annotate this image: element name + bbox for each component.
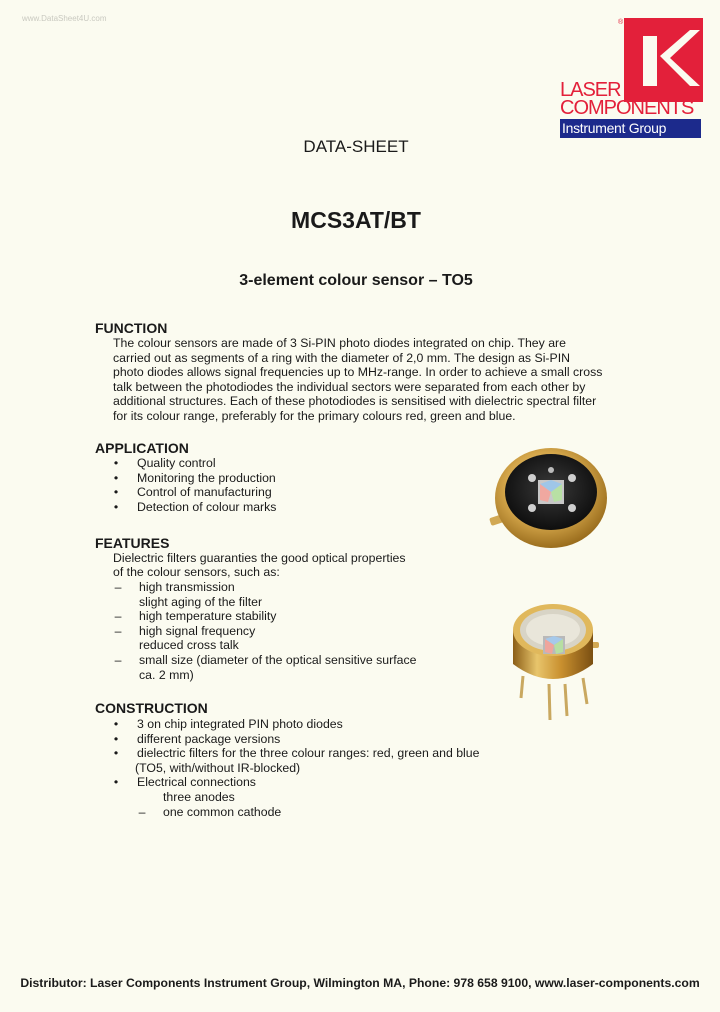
construction-sub-list (137, 790, 281, 819)
footer-distributor: Distributor: Laser Components Instrument Group, Wilmington MA, Phone: 978 658 9100, www.laser-components.com (20, 976, 700, 990)
features-heading: FEATURES (95, 535, 170, 551)
list-item: • Quality control (113, 456, 216, 470)
watermark: www.DataSheet4U.com (22, 14, 107, 23)
logo-text-components: COMPONENTS (560, 97, 694, 119)
product-subtitle: 3-element colour sensor – TO5 (239, 272, 473, 289)
list-item: – high transmission (114, 580, 235, 594)
list-item: • different package versions (113, 731, 281, 746)
laser-components-logo (560, 18, 703, 138)
list-item: • 3 on chip integrated PIN photo diodes (113, 717, 343, 731)
product-title: MCS3AT/BT (291, 207, 421, 233)
list-item: reduced cross talk (139, 638, 239, 653)
features-intro-2: of the colour sensors, such as: (113, 565, 280, 579)
construction-list (111, 717, 479, 790)
list-item: ca. 2 mm) (139, 667, 194, 682)
list-item: • Detection of colour marks (113, 499, 277, 514)
features-intro: Dielectric filters guaranties the good optical properties (113, 551, 406, 565)
logo-mark-icon (618, 18, 703, 102)
sensor-to5-package-image (505, 600, 603, 722)
application-list (111, 456, 276, 514)
list-item: – high signal frequency (114, 623, 256, 638)
features-list (113, 580, 416, 682)
list-item: • dielectric filters for the three colour ranges: red, green and blue (113, 746, 480, 761)
logo-instrument-group: Instrument Group (560, 119, 701, 138)
logo-text-laser: LASER (560, 79, 621, 101)
construction-heading: CONSTRUCTION (95, 700, 208, 716)
list-item: • Electrical connections (113, 775, 256, 790)
list-item: three anodes (163, 790, 235, 804)
list-item: – one common cathode (138, 804, 282, 819)
document-type: DATA-SHEET (303, 137, 409, 156)
sensor-top-view-image (490, 440, 612, 552)
list-item: slight aging of the filter (139, 594, 263, 609)
list-item: • Monitoring the production (113, 470, 276, 485)
list-item: – high temperature stability (114, 609, 277, 624)
function-text: The colour sensors are made of 3 Si-PIN photo diodes integrated on chip. They are carried out as segments of a ring with the diameter of 2,0 mm. The design as Si-PIN photo diodes allows signal frequencies up to MHz-range. In order to achieve a small cross talk between the photodiodes the individual sectors were separated from each other by additional structures. Each of these photodiodes is sensitised with dielectric spectral filter for its colour range, preferably for the primary colours red, green and blue. (113, 336, 603, 423)
application-heading: APPLICATION (95, 440, 189, 456)
svg-text:®: ® (618, 19, 624, 26)
list-item: (TO5, with/without IR-blocked) (135, 760, 301, 775)
function-heading: FUNCTION (95, 320, 168, 336)
list-item: – small size (diameter of the optical sensitive surface (114, 652, 417, 667)
list-item: • Control of manufacturing (113, 485, 272, 500)
